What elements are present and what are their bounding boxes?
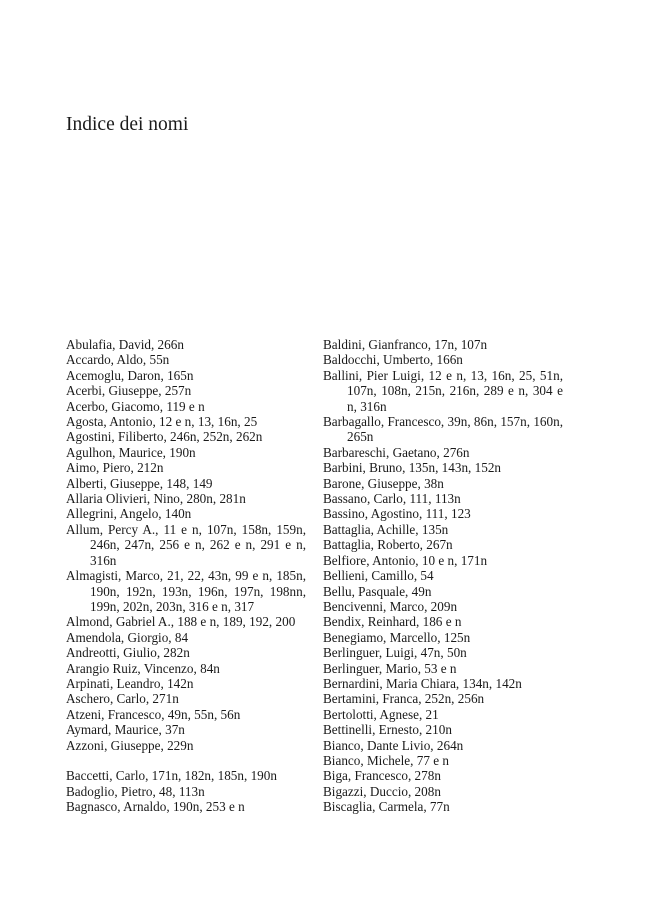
index-entry: Battaglia, Roberto, 267n: [323, 537, 453, 553]
index-entry: Agostini, Filiberto, 246n, 252n, 262n: [66, 429, 263, 445]
index-entry: Baldocchi, Umberto, 166n: [323, 352, 463, 368]
index-entry: Berlinguer, Luigi, 47n, 50n: [323, 645, 467, 661]
index-entry: Bellieni, Camillo, 54: [323, 568, 434, 584]
index-entry: Bagnasco, Arnaldo, 190n, 253 e n: [66, 799, 245, 815]
index-entry: Accardo, Aldo, 55n: [66, 352, 170, 368]
index-entry: Barbareschi, Gaetano, 276n: [323, 444, 470, 460]
index-entry: Benegiamo, Marcello, 125n: [323, 629, 471, 645]
index-entry: Aymard, Maurice, 37n: [66, 722, 185, 738]
index-entry: Bettinelli, Ernesto, 210n: [323, 722, 452, 738]
index-entry: Bianco, Dante Livio, 264n: [323, 737, 464, 753]
index-entry: Atzeni, Francesco, 49n, 55n, 56n: [66, 706, 241, 722]
index-entry: Bencivenni, Marco, 209n: [323, 598, 458, 614]
index-entry: Agulhon, Maurice, 190n: [66, 444, 196, 460]
index-entry: Bernardini, Maria Chiara, 134n, 142n: [323, 675, 522, 691]
index-entry: Bertamini, Franca, 252n, 256n: [323, 691, 485, 707]
index-entry: Abulafia, David, 266n: [66, 337, 184, 352]
index-entry: Allum, Percy A., 11 e n, 107n, 158n, 159n, 246n, 247n, 256 e n, 262 e n, 291 e n, 316n: [66, 521, 306, 568]
index-entry: Baccetti, Carlo, 171n, 182n, 185n, 190n: [66, 768, 277, 784]
index-entry: Aschero, Carlo, 271n: [66, 691, 179, 707]
index-entry: Barone, Giuseppe, 38n: [323, 475, 444, 491]
index-entry: Bigazzi, Duccio, 208n: [323, 783, 441, 799]
index-entry: Agosta, Antonio, 12 e n, 13, 16n, 25: [66, 414, 258, 430]
index-entry: Bassano, Carlo, 111, 113n: [323, 491, 461, 507]
index-entry: Berlinguer, Mario, 53 e n: [323, 660, 457, 676]
index-entry: Bianco, Michele, 77 e n: [323, 752, 449, 768]
index-entry: Almond, Gabriel A., 188 e n, 189, 192, 200: [66, 614, 296, 630]
index-entry: Acemoglu, Daron, 165n: [66, 367, 194, 383]
index-entry: Almagisti, Marco, 21, 22, 43n, 99 e n, 185n, 190n, 192n, 193n, 196n, 197n, 198nn, 199n, 202n, 203n, 316 e n, 317: [66, 568, 306, 614]
index-entry: Amendola, Giorgio, 84: [66, 629, 189, 645]
index-entry: Biga, Francesco, 278n: [323, 768, 441, 784]
index-entry: Baldini, Gianfranco, 17n, 107n: [323, 337, 488, 352]
index-entry: Arangio Ruiz, Vincenzo, 84n: [66, 660, 220, 676]
index-entry: Aimo, Piero, 212n: [66, 460, 164, 476]
index-entry: Bertolotti, Agnese, 21: [323, 706, 439, 722]
index-column-left: [66, 337, 306, 815]
index-entry: Biscaglia, Carmela, 77n: [323, 799, 450, 815]
index-entry: Acerbi, Giuseppe, 257n: [66, 383, 192, 399]
index-entry: Badoglio, Pietro, 48, 113n: [66, 783, 205, 799]
index-entry: Bassino, Agostino, 111, 123: [323, 506, 471, 522]
index-entry: Arpinati, Leandro, 142n: [66, 675, 194, 691]
index-column-right: [323, 337, 563, 815]
index-entry: Andreotti, Giulio, 282n: [66, 645, 190, 661]
index-entry: Bellu, Pasquale, 49n: [323, 583, 432, 599]
index-entry: Allegrini, Angelo, 140n: [66, 506, 192, 522]
index-entry: Belfiore, Antonio, 10 e n, 171n: [323, 552, 488, 568]
index-entry: Barbagallo, Francesco, 39n, 86n, 157n, 160n, 265n: [323, 414, 563, 445]
index-entry: Allaria Olivieri, Nino, 280n, 281n: [66, 491, 246, 507]
index-entry: Alberti, Giuseppe, 148, 149: [66, 475, 213, 491]
index-entry: Barbini, Bruno, 135n, 143n, 152n: [323, 460, 502, 476]
index-entry: Acerbo, Giacomo, 119 e n: [66, 398, 205, 414]
index-entry: Battaglia, Achille, 135n: [323, 521, 449, 537]
index-entry: Ballini, Pier Luigi, 12 e n, 13, 16n, 25, 51n, 107n, 108n, 215n, 216n, 289 e n, 304 e n, 316n: [323, 367, 563, 414]
page-title: Indice dei nomi: [66, 114, 189, 135]
index-entry: Bendix, Reinhard, 186 e n: [323, 614, 462, 630]
index-entry: Azzoni, Giuseppe, 229n: [66, 737, 194, 753]
